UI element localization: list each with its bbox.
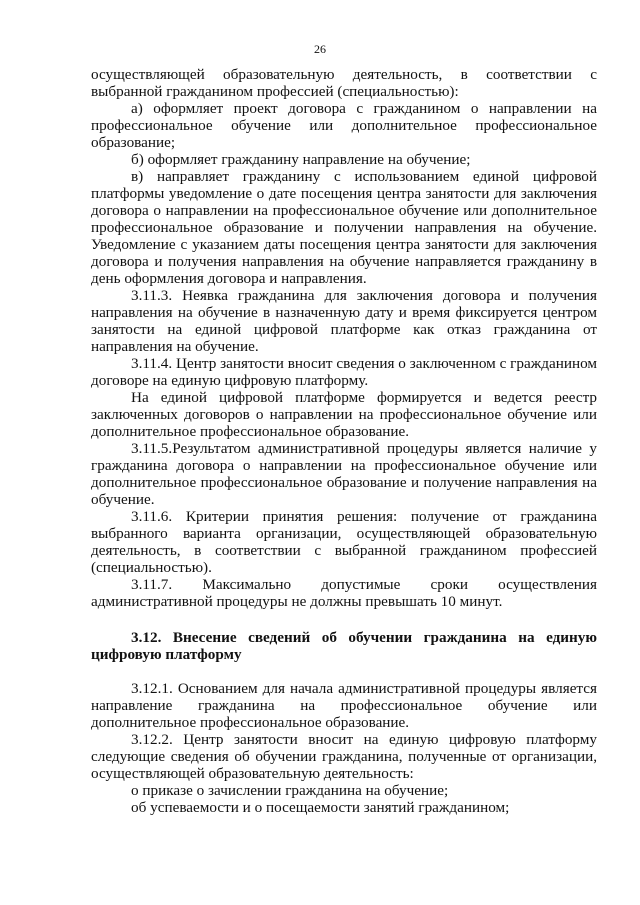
paragraph-registry: На единой цифровой платформе формируется и ведется реестр заключенных договоров о направлении на профессиональное обучение или дополнительное профессиональное образование. [91,389,597,440]
section-heading-3-12: 3.12. Внесение сведений об обучении гражданина на единую цифровую платформу [91,629,597,663]
page-number: 26 [314,42,326,56]
document-body [91,66,597,816]
paragraph-item-a: а) оформляет проект договора с гражданином о направлении на профессиональное обучение или дополнительное профессиональное образование; [91,100,597,151]
paragraph-progress-attendance: об успеваемости и о посещаемости занятий гражданином; [131,799,510,816]
paragraph-3-11-4: 3.11.4. Центр занятости вносит сведения о заключенном с гражданином договоре на единую цифровую платформу. [91,355,597,389]
paragraph-3-12-2: 3.12.2. Центр занятости вносит на единую цифровую платформу следующие сведения об обучении гражданина, полученные от организации, осуществляющей образовательную деятельность: [91,731,597,782]
paragraph-3-11-5: 3.11.5.Результатом административной процедуры является наличие у гражданина договора о направлении на профессиональное обучение или дополнительное профессиональное образование и получение направления на обучение. [91,440,597,508]
paragraph-enrollment-order: о приказе о зачислении гражданина на обучение; [131,782,449,799]
paragraph-item-b: б) оформляет гражданину направление на обучение; [131,151,471,168]
paragraph-3-11-6: 3.11.6. Критерии принятия решения: получение от гражданина выбранного варианта организации, осуществляющей образовательную деятельность, в соответствии с выбранной гражданином профессией (специальностью). [91,508,597,576]
paragraph-3-12-1: 3.12.1. Основанием для начала административной процедуры является направление гражданина на профессиональное обучение или дополнительное профессиональное образование. [91,680,597,731]
paragraph-item-v: в) направляет гражданину с использованием единой цифровой платформы уведомление о дате посещения центра занятости для заключения договора о направлении на профессиональное обучение или дополнительное профессиональное образование и получении направления на обучение. Уведомление с указанием даты посещения центра занятости для заключения договора и получения направления на обучение направляется гражданину в день оформления договора и направления. [91,168,597,287]
paragraph-continuation: осуществляющей образовательную деятельность, в соответствии с выбранной гражданином профессией (специальностью): [91,66,597,100]
paragraph-3-11-3: 3.11.3. Неявка гражданина для заключения договора и получения направления на обучение в назначенную дату и время фиксируется центром занятости на единой цифровой платформе как отказ гражданина от направления на обучение. [91,287,597,355]
paragraph-3-11-7: 3.11.7. Максимально допустимые сроки осуществления административной процедуры не должны превышать 10 минут. [91,576,597,610]
